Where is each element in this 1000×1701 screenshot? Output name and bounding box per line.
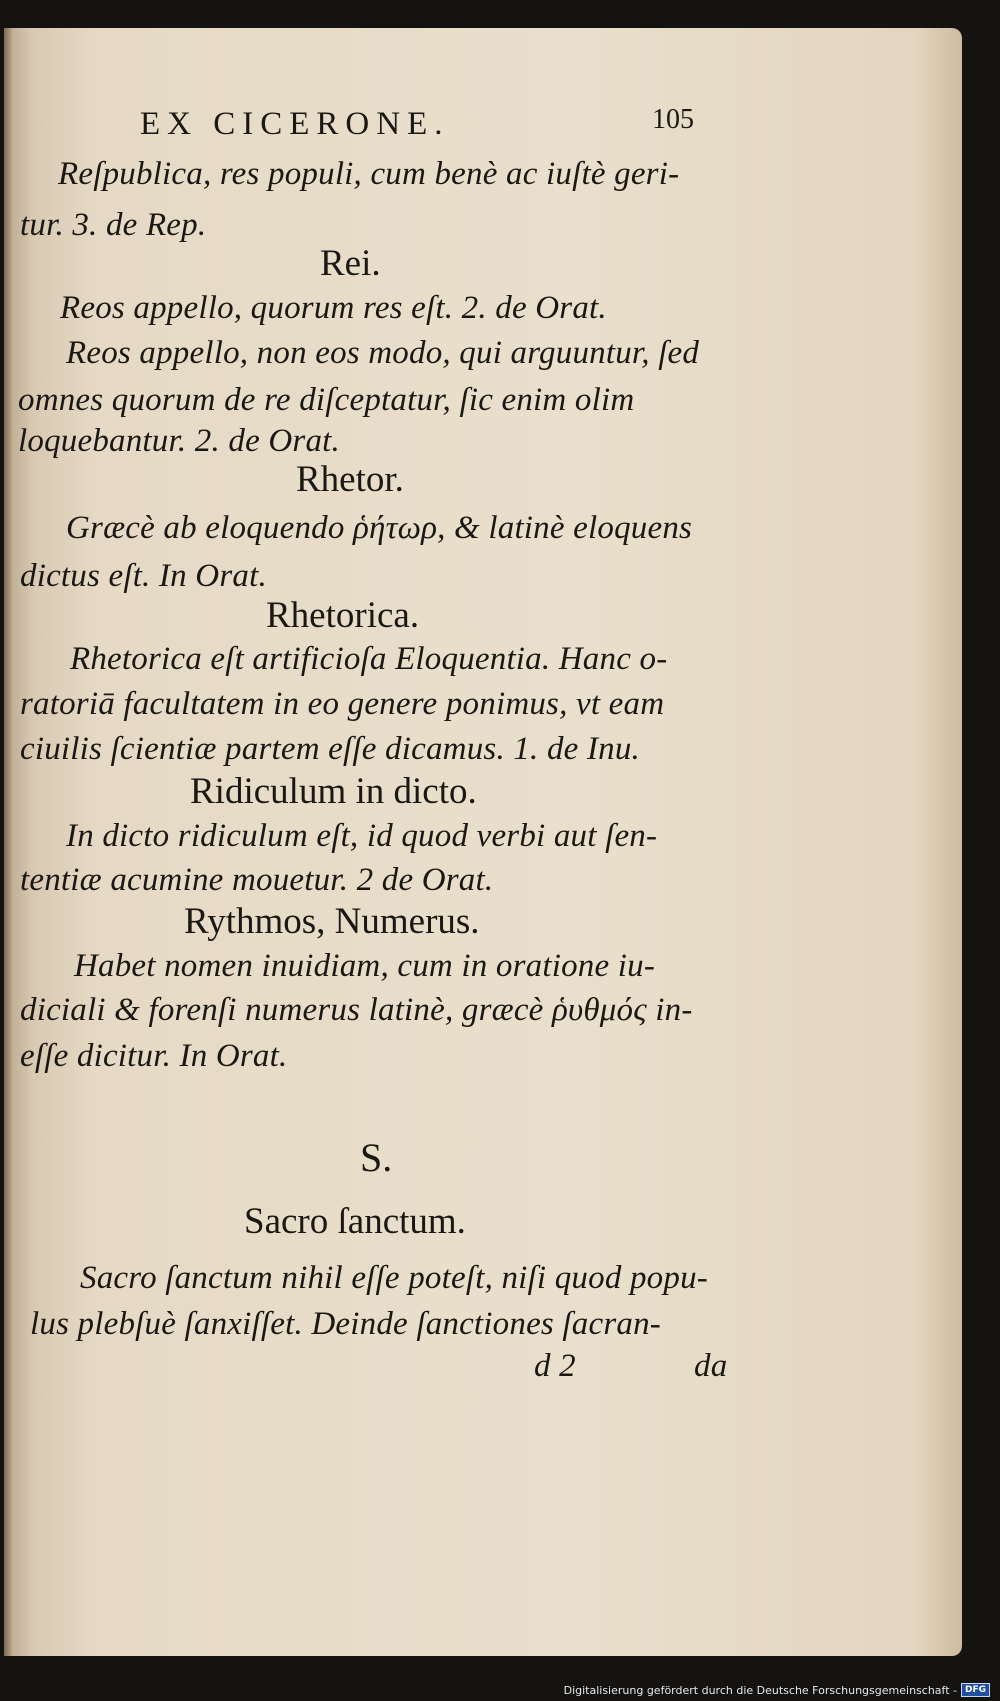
text-line: Reos appello, quorum res eſt. 2. de Orat. (60, 290, 607, 326)
text-line: ratoriā facultatem in eo genere ponimus, vt eam (20, 686, 665, 722)
section-letter: S. (360, 1135, 393, 1180)
text-line: omnes quorum de re diſceptatur, ſic enim olim (18, 382, 635, 418)
entry-heading: Rhetorica. (266, 595, 420, 636)
entry-heading: Rythmos, Numerus. (184, 901, 480, 942)
text-line: Rhetorica eſt artificioſa Eloquentia. Hanc o- (70, 641, 668, 677)
entry-heading: Sacro ſanctum. (244, 1201, 466, 1242)
running-title: EX CICERONE. (140, 106, 450, 142)
text-line: loquebantur. 2. de Orat. (18, 423, 340, 459)
text-line: tur. 3. de Rep. (20, 207, 207, 243)
text-line: tentiæ acumine mouetur. 2 de Orat. (20, 862, 494, 898)
text-line: diciali & forenſi numerus latinè, græcè ῥυθμός in- (20, 992, 693, 1028)
dfg-logo: DFG (961, 1683, 990, 1697)
catchword: da (694, 1348, 728, 1384)
credit-text: Digitalisierung gefördert durch die Deutsche Forschungsgemeinschaft - (563, 1683, 957, 1697)
entry-heading: Rei. (320, 243, 381, 284)
text-line: In dicto ridiculum eſt, id quod verbi aut ſen- (66, 818, 658, 854)
entry-heading: Ridiculum in dicto. (190, 771, 477, 812)
text-line: Reos appello, non eos modo, qui arguuntur, ſed (66, 335, 700, 371)
text-line: Sacro ſanctum nihil eſſe poteſt, niſi quod popu- (80, 1260, 708, 1296)
text-line: Reſpublica, res populi, cum benè ac iuſtè geri- (58, 156, 680, 192)
text-line: eſſe dicitur. In Orat. (20, 1038, 288, 1074)
entry-heading: Rhetor. (296, 459, 404, 500)
text-line: ciuilis ſcientiæ partem eſſe dicamus. 1. de Inu. (20, 731, 640, 767)
text-line: dictus eſt. In Orat. (20, 558, 267, 594)
signature-mark: d 2 (534, 1348, 576, 1384)
text-line: Græcè ab eloquendo ῥήτωρ, & latinè eloquens (66, 510, 693, 546)
page-number: 105 (652, 104, 694, 135)
digitization-credit (564, 1683, 990, 1697)
page-gutter (4, 28, 12, 1656)
text-line: Habet nomen inuidiam, cum in oratione iu- (74, 948, 656, 984)
text-line: lus plebſuè ſanxiſſet. Deinde ſanctiones ſacran- (30, 1306, 661, 1342)
